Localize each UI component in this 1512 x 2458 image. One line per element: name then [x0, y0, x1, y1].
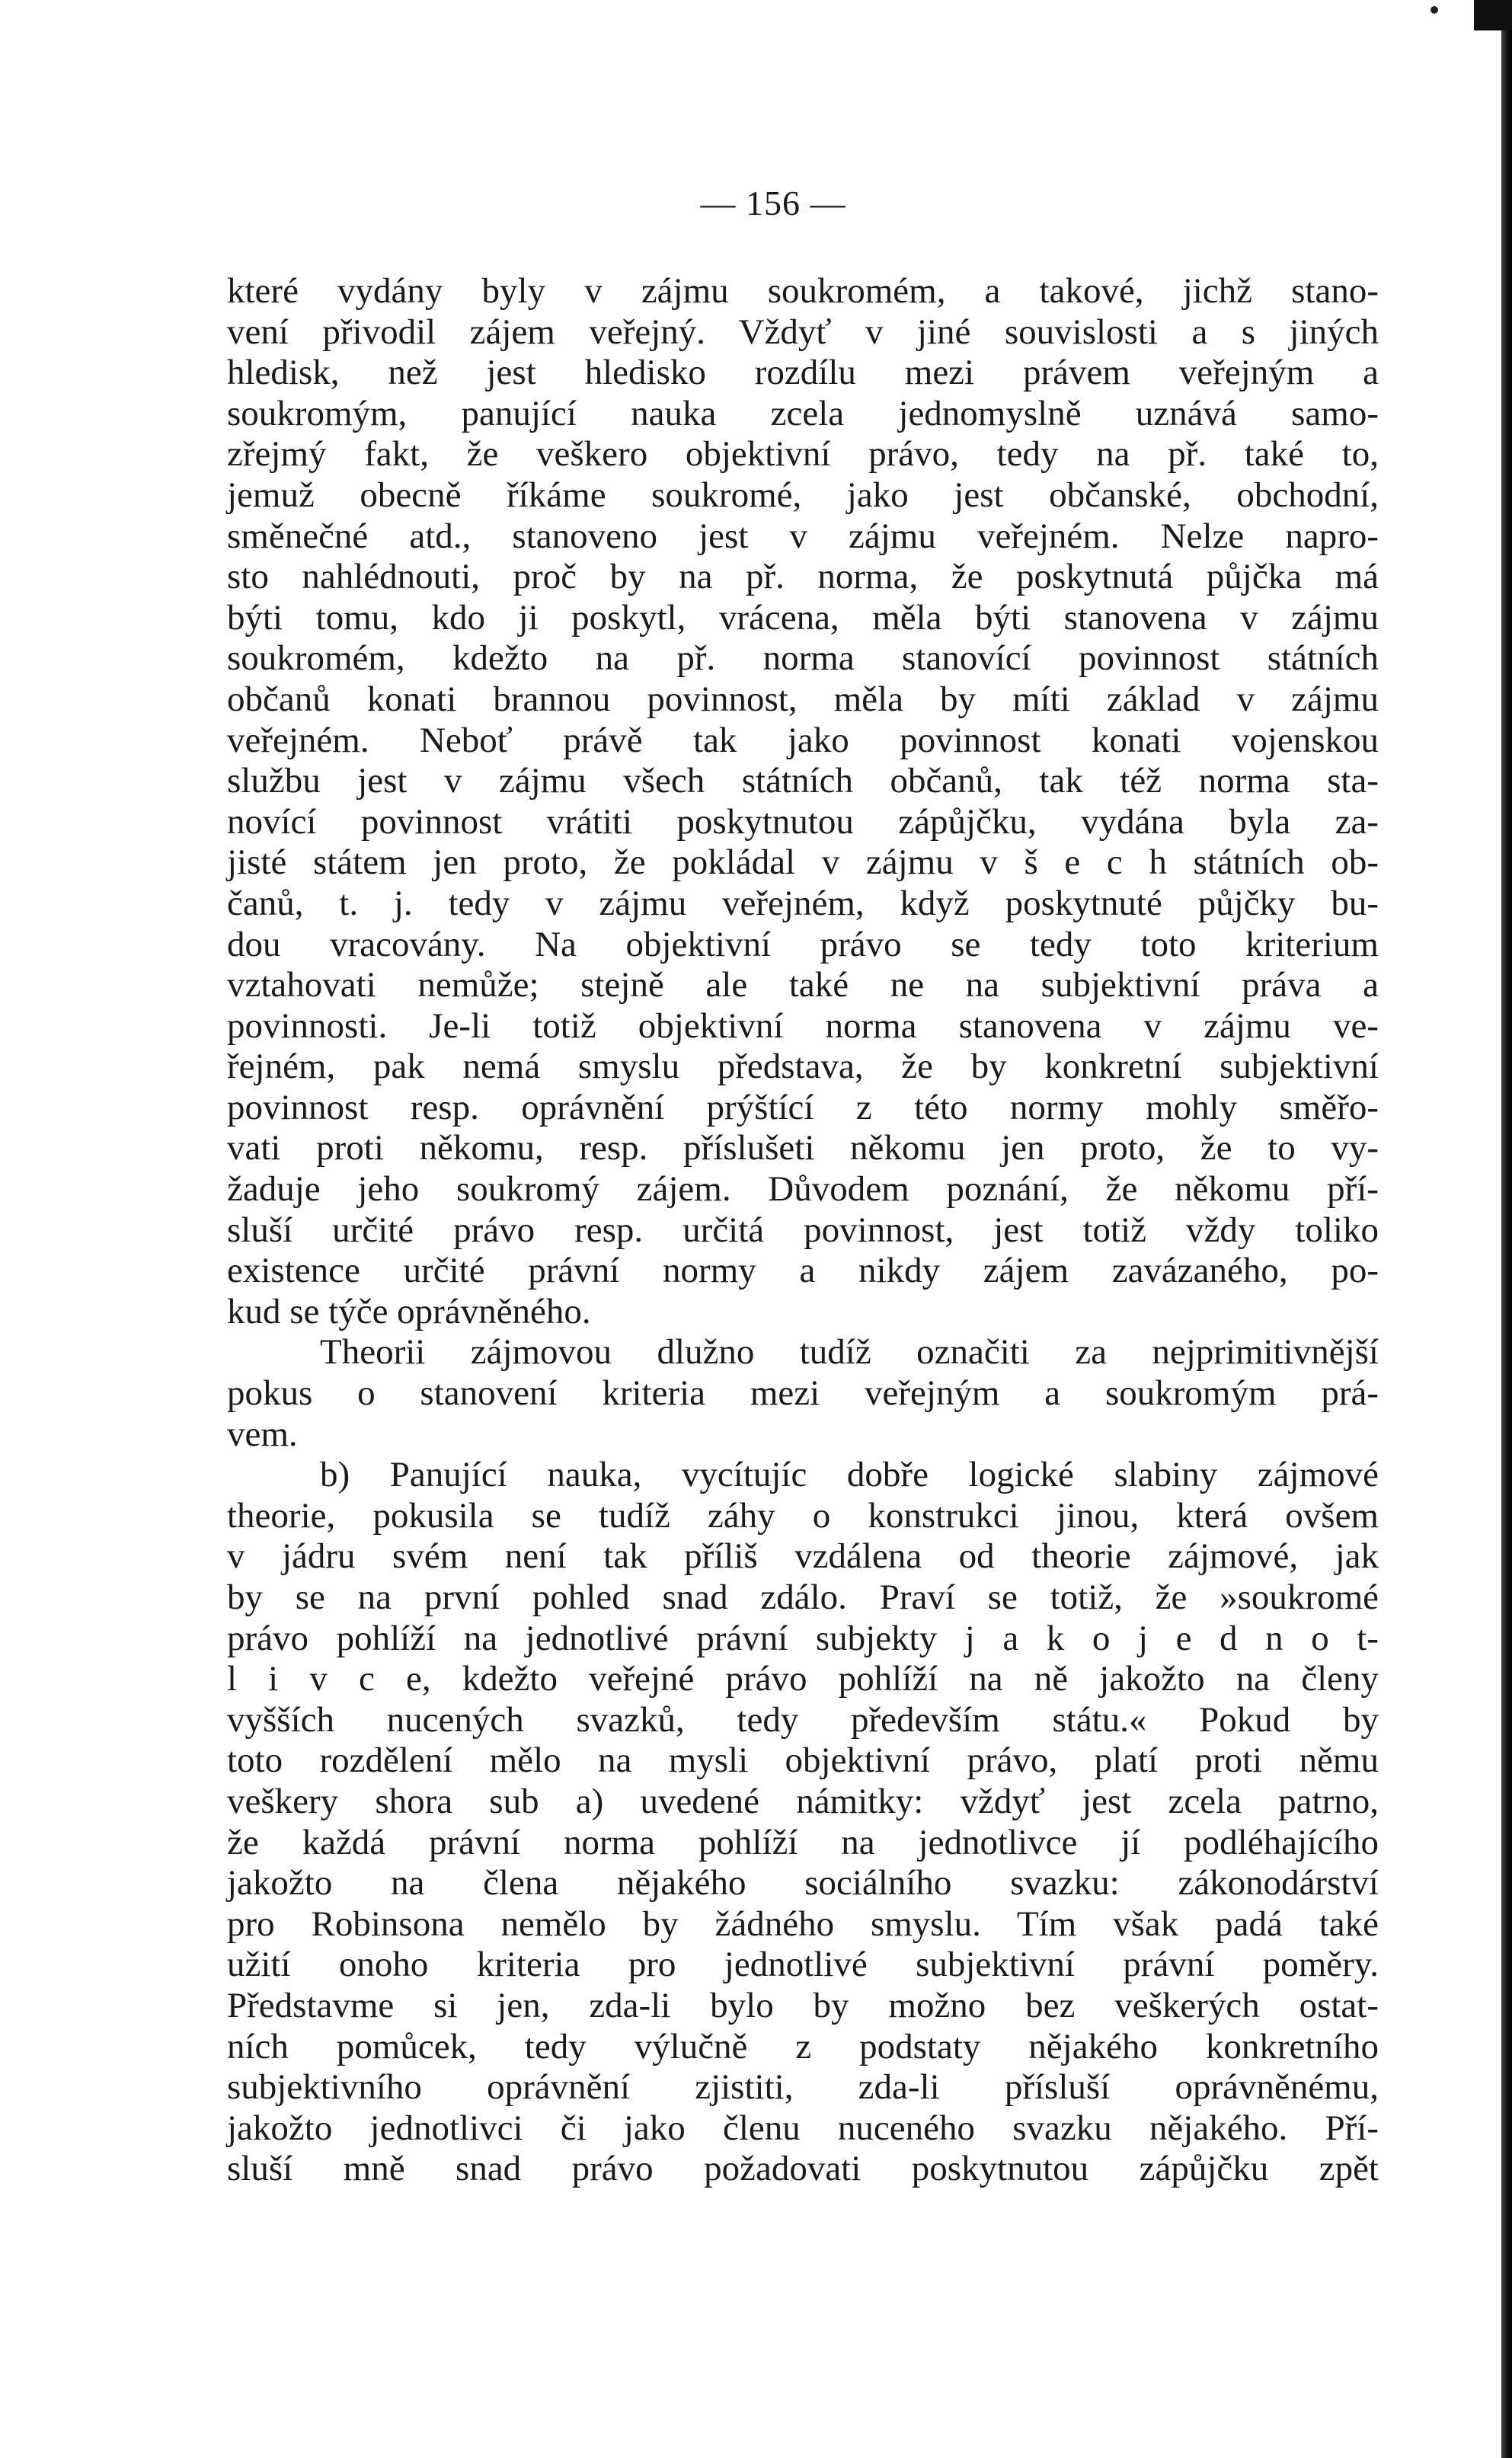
text-line: občanů konati brannou povinnost, měla by míti základ v zájmu	[227, 679, 1379, 719]
text-line: novící povinnost vrátiti poskytnutou zápůjčku, vydána byla za-	[227, 801, 1379, 842]
text-line: jisté státem jen proto, že pokládal v zájmu v š e c h státních ob-	[227, 842, 1379, 883]
text-line: sluší určité právo resp. určitá povinnost, jest totiž vždy toliko	[227, 1210, 1379, 1250]
text-line: l i v c e, kdežto veřejné právo pohlíží na ně jakožto na členy	[227, 1659, 1379, 1699]
text-line: veřejném. Neboť právě tak jako povinnost konati vojenskou	[227, 720, 1379, 760]
scan-border-top	[1474, 0, 1512, 30]
text-line: vem.	[227, 1414, 298, 1454]
text-line: theorie, pokusila se tudíž záhy o konstrukci jinou, která ovšem	[227, 1495, 1379, 1536]
text-line: zřejmý fakt, že veškero objektivní právo, tedy na př. také to,	[227, 434, 1379, 475]
text-line: směnečné atd., stanoveno jest v zájmu veřejném. Nelze napro-	[227, 516, 1379, 556]
text-line: býti tomu, kdo ji poskytl, vrácena, měla býti stanovena v zájmu	[227, 597, 1379, 638]
text-line: jakožto na člena nějakého sociálního svazku: zákonodárství	[227, 1863, 1379, 1903]
text-line: řejném, pak nemá smyslu představa, že by konkretní subjektivní	[227, 1047, 1379, 1087]
text-line: Theorii zájmovou dlužno tudíž označiti za nejprimitivnější	[320, 1332, 1379, 1373]
text-line: jakožto jednotlivci či jako členu nuceného svazku nějakého. Pří-	[227, 2108, 1379, 2148]
text-line: ních pomůcek, tedy výlučně z podstaty nějakého konkretního	[227, 2026, 1379, 2066]
text-line: povinnost resp. oprávnění prýštící z této normy mohly směřo-	[227, 1087, 1379, 1127]
text-line: právo pohlíží na jednotlivé právní subjekty j a k o j e d n o t-	[227, 1618, 1379, 1658]
text-line: vení přivodil zájem veřejný. Vždyť v jiné souvislosti a s jiných	[227, 312, 1379, 352]
text-line: sto nahlédnouti, proč by na př. norma, že poskytnutá půjčka má	[227, 557, 1379, 597]
text-body	[227, 271, 1379, 2190]
text-line: službu jest v zájmu všech státních občanů, tak též norma sta-	[227, 761, 1379, 801]
text-line: b) Panující nauka, vycítujíc dobře logické slabiny zájmové	[320, 1455, 1379, 1495]
text-line: žaduje jeho soukromý zájem. Důvodem poznání, že někomu pří-	[227, 1169, 1379, 1210]
text-line: subjektivního oprávnění zjistiti, zda-li přísluší oprávněnému,	[227, 2067, 1379, 2108]
text-line: vyšších nucených svazků, tedy především státu.« Pokud by	[227, 1699, 1379, 1740]
scan-border-right	[1501, 30, 1512, 2458]
text-line: čanů, t. j. tedy v zájmu veřejném, když poskytnuté půjčky bu-	[227, 883, 1379, 923]
page-number: — 156 —	[700, 184, 846, 222]
text-line: toto rozdělení mělo na mysli objektivní právo, platí proti němu	[227, 1740, 1379, 1781]
text-line: soukromým, panující nauka zcela jednomyslně uznává samo-	[227, 393, 1379, 433]
text-line: kud se týče oprávněného.	[227, 1291, 591, 1331]
text-line: dou vracovány. Na objektivní právo se tedy toto kriterium	[227, 924, 1379, 964]
text-line: v jádru svém není tak příliš vzdálena od theorie zájmové, jak	[227, 1536, 1379, 1577]
text-line: Představme si jen, zda-li bylo by možno bez veškerých ostat-	[227, 1985, 1379, 2025]
text-line: sluší mně snad právo požadovati poskytnutou zápůjčku zpět	[227, 2149, 1379, 2189]
text-line: existence určité právní normy a nikdy zájem zavázaného, po-	[227, 1251, 1379, 1291]
text-line: pro Robinsona nemělo by žádného smyslu. Tím však padá také	[227, 1903, 1379, 1944]
text-line: užití onoho kriteria pro jednotlivé subjektivní právní poměry.	[227, 1945, 1379, 1985]
text-line: by se na první pohled snad zdálo. Praví se totiž, že »soukromé	[227, 1577, 1379, 1617]
text-line: vztahovati nemůže; stejně ale také ne na subjektivní práva a	[227, 965, 1379, 1005]
text-line: vati proti někomu, resp. příslušeti někomu jen proto, že to vy-	[227, 1128, 1379, 1168]
text-line: že každá právní norma pohlíží na jednotlivce jí podléhajícího	[227, 1822, 1379, 1862]
text-line: jemuž obecně říkáme soukromé, jako jest občanské, obchodní,	[227, 475, 1379, 515]
scan-speck	[1430, 6, 1438, 14]
text-line: hledisk, než jest hledisko rozdílu mezi právem veřejným a	[227, 353, 1379, 393]
text-line: povinnosti. Je-li totiž objektivní norma stanovena v zájmu ve-	[227, 1005, 1379, 1046]
text-line: veškery shora sub a) uvedené námitky: vždyť jest zcela patrno,	[227, 1781, 1379, 1821]
text-line: pokus o stanovení kriteria mezi veřejným a soukromým prá-	[227, 1373, 1379, 1414]
text-line: soukromém, kdežto na př. norma stanovící povinnost státních	[227, 638, 1379, 679]
text-line: které vydány byly v zájmu soukromém, a takové, jichž stano-	[227, 271, 1379, 311]
